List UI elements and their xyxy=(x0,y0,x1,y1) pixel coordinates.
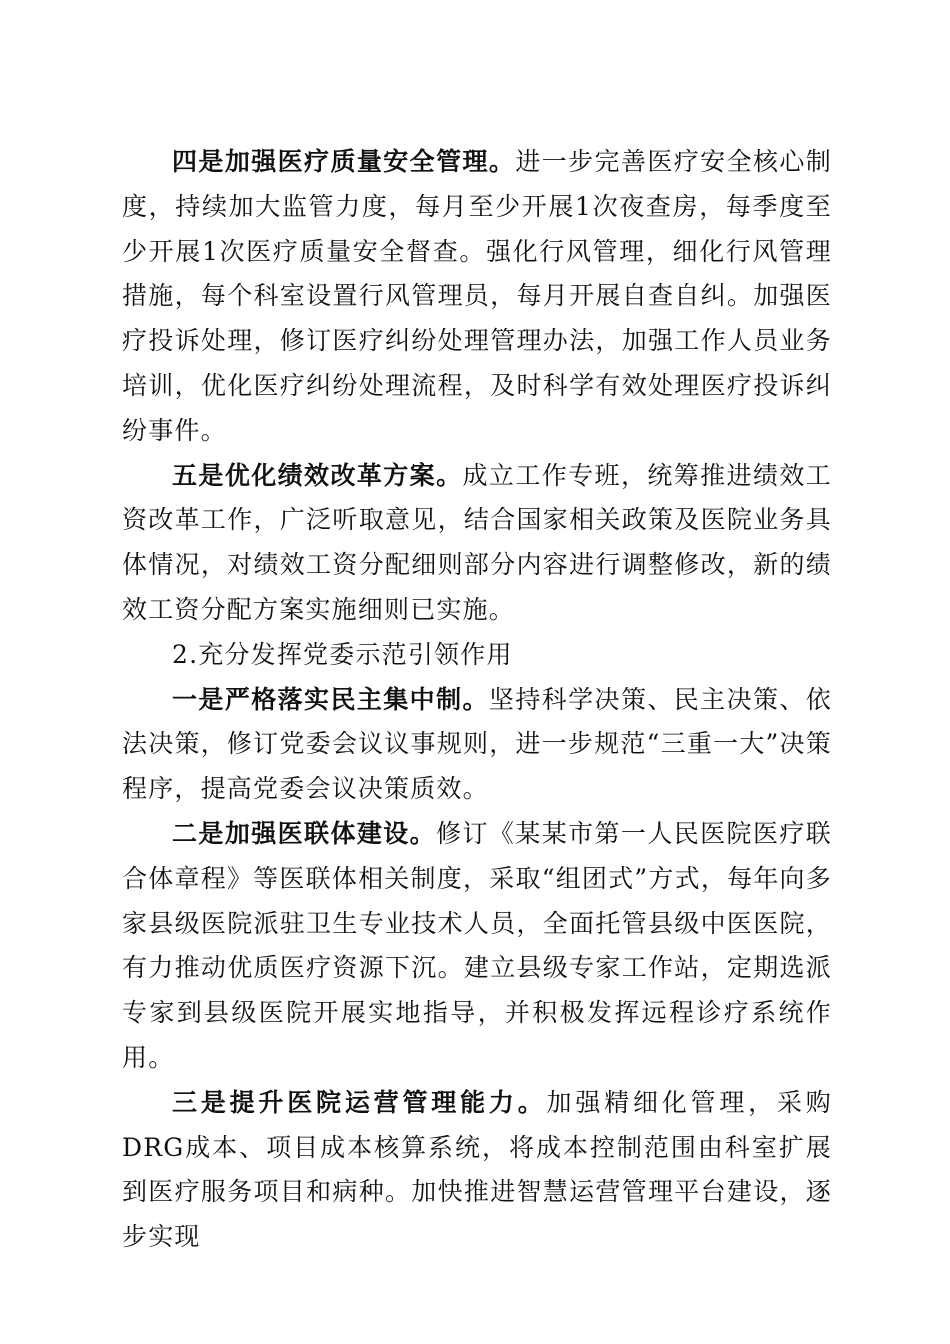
paragraph-body: 修订《某某市第一人民医院医疗联合体章程》等医联体相关制度，采取“组团式”方式，每年向多家县级医院派驻卫生专业技术人员，全面托管县级中医医院，有力推动优质医疗资源下沉。建立县级专家工作站，定期选派专家到县级医院开展实地指导，并积极发挥远程诊疗系统作用。 xyxy=(122,818,832,1072)
paragraph-lead: 五是优化绩效改革方案。 xyxy=(172,460,463,490)
paragraph-body: 进一步完善医疗安全核心制度，持续加大监管力度，每月至少开展1次夜查房，每季度至少开展1次医疗质量安全督查。强化行风管理，细化行风管理措施，每个科室设置行风管理员，每月开展自查自纠。加强医疗投诉处理，修订医疗纠纷处理管理办法，加强工作人员业务培训，优化医疗纠纷处理流程，及时科学有效处理医疗投诉纠纷事件。 xyxy=(122,147,832,445)
paragraph-body: 加强精细化管理，采购DRG成本、项目成本核算系统，将成本控制范围由科室扩展到医疗服务项目和病种。加快推进智慧运营管理平台建设，逐步实现 xyxy=(122,1087,832,1252)
paragraph-operations-management xyxy=(122,1081,832,1260)
paragraph-lead: 一是严格落实民主集中制。 xyxy=(172,684,489,714)
paragraph-performance-reform xyxy=(122,454,832,633)
paragraph-lead: 二是加强医联体建设。 xyxy=(172,818,437,848)
paragraph-body: 坚持科学决策、民主决策、依法决策，修订党委会议议事规则，进一步规范“三重一大”决策程序，提高党委会议决策质效。 xyxy=(122,684,832,804)
paragraph-body: 成立工作专班，统筹推进绩效工资改革工作，广泛听取意见，结合国家相关政策及医院业务具体情况，对绩效工资分配细则部分内容进行调整修改，新的绩效工资分配方案实施细则已实施。 xyxy=(122,460,833,624)
paragraph-medical-alliance xyxy=(122,812,832,1081)
paragraph-lead: 四是加强医疗质量安全管理。 xyxy=(172,147,516,176)
paragraph-democratic-centralism xyxy=(122,678,832,812)
paragraph-quality-safety xyxy=(122,140,832,454)
paragraph-lead: 三是提升医院运营管理能力。 xyxy=(172,1087,547,1117)
document-page xyxy=(122,140,832,1260)
section-heading: 2.充分发挥党委示范引领作用 xyxy=(172,639,513,669)
